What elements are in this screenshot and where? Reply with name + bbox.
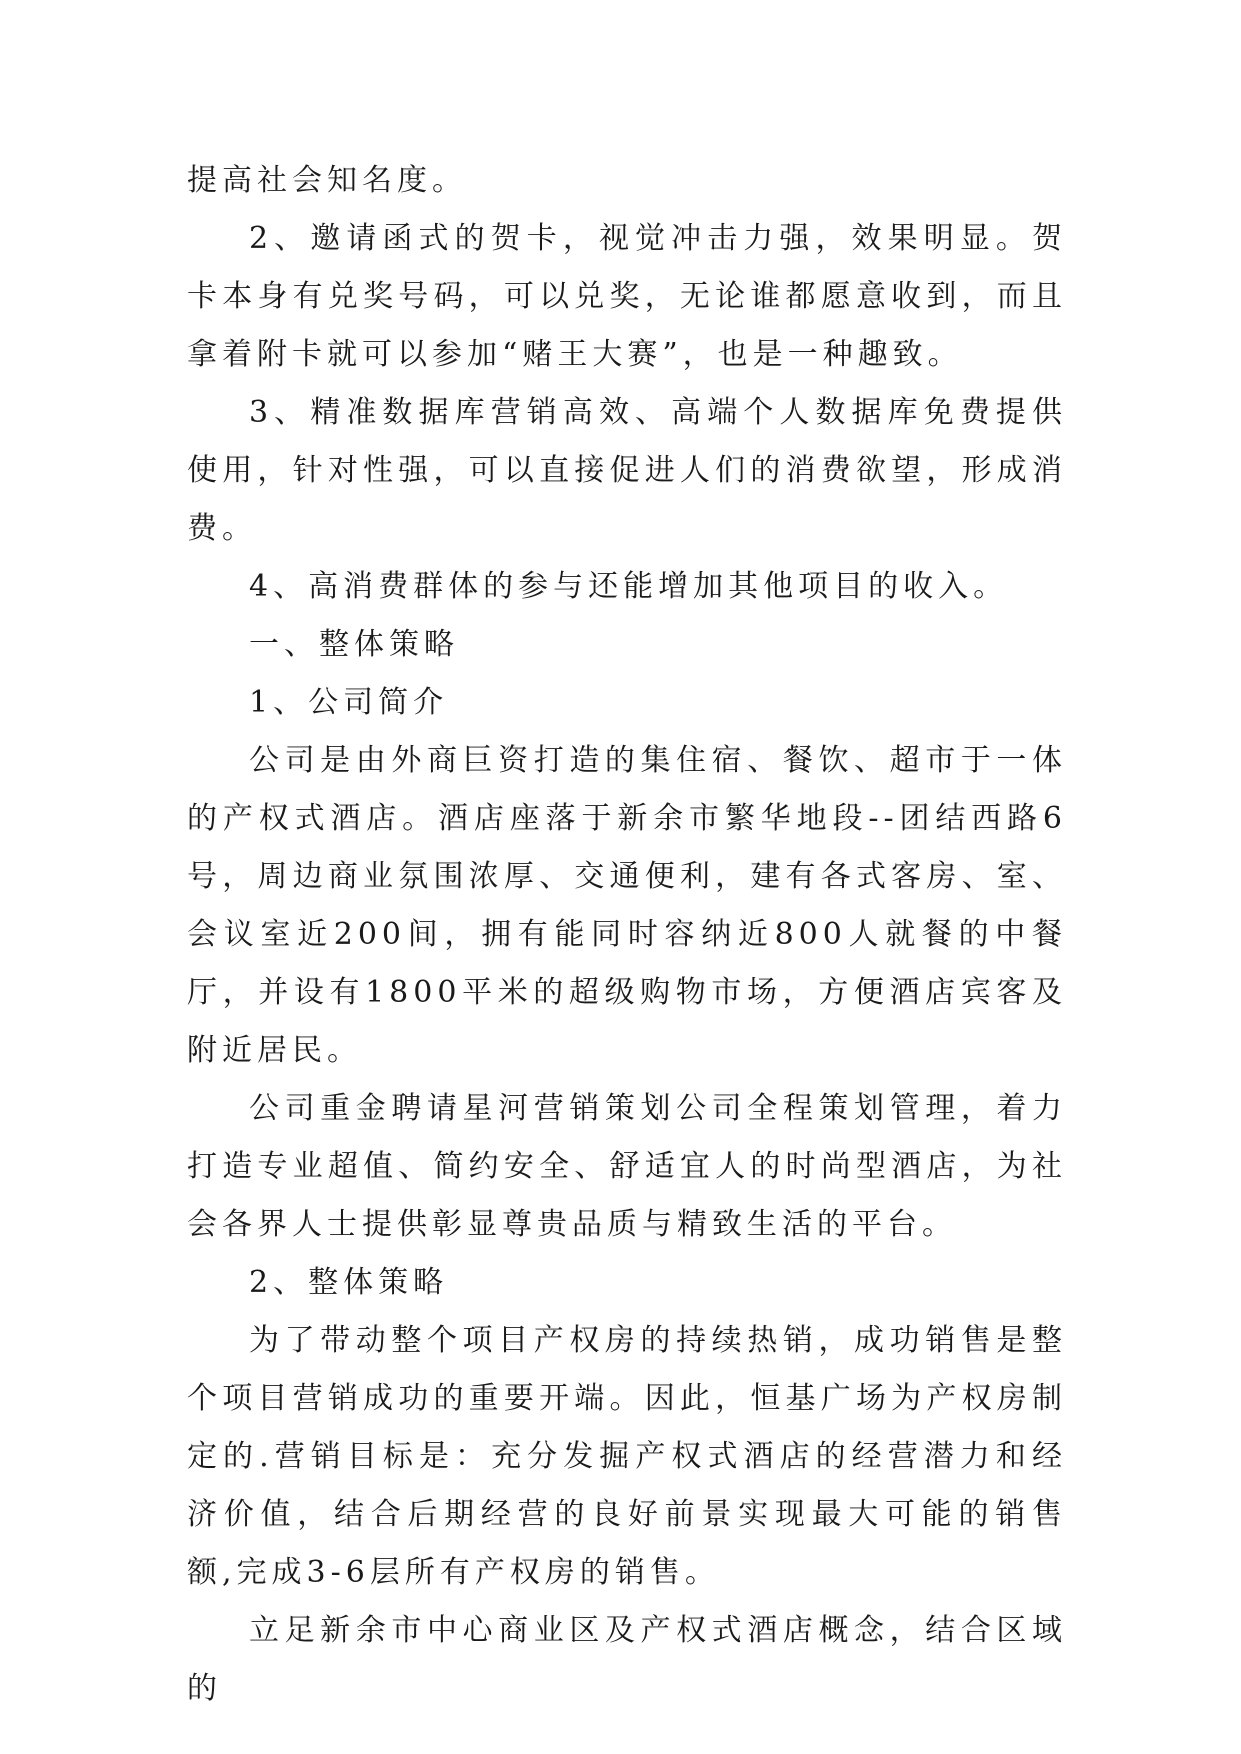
paragraph-strategy: 为了带动整个项目产权房的持续热销，成功销售是整个项目营销成功的重要开端。因此，恒基广场为产权房制定的.营销目标是：充分发掘产权式酒店的经营潜力和经济价值，结合后期经营的良好前景实现最大可能的销售额,完成3-6层所有产权房的销售。 [187, 1323, 1067, 1590]
subheading-overall-strategy: 2、整体策略 [249, 1265, 449, 1300]
paragraph-1: 提高社会知名度。 [187, 163, 467, 198]
subheading-company-intro: 1、公司简介 [249, 685, 449, 720]
paragraph-2: 2、邀请函式的贺卡，视觉冲击力强，效果明显。贺卡本身有兑奖号码，可以兑奖，无论谁都愿意收到，而且拿着附卡就可以参加“赌王大赛”，也是一种趣致。 [187, 221, 1067, 372]
paragraph-final: 立足新余市中心商业区及产权式酒店概念，结合区域的 [187, 1613, 1067, 1706]
paragraph-3: 3、精准数据库营销高效、高端个人数据库免费提供使用，针对性强，可以直接促进人们的消费欲望，形成消费。 [187, 395, 1067, 546]
document-body [187, 152, 1067, 1718]
paragraph-company-management: 公司重金聘请星河营销策划公司全程策划管理，着力打造专业超值、简约安全、舒适宜人的时尚型酒店，为社会各界人士提供彰显尊贵品质与精致生活的平台。 [187, 1091, 1067, 1242]
paragraph-company-intro: 公司是由外商巨资打造的集住宿、餐饮、超市于一体的产权式酒店。酒店座落于新余市繁华地段--团结西路6号，周边商业氛围浓厚、交通便利，建有各式客房、室、会议室近200间，拥有能同时容纳近800人就餐的中餐厅，并设有1800平米的超级购物市场，方便酒店宾客及附近居民。 [187, 743, 1067, 1068]
section-heading-overall-strategy: 一、整体策略 [249, 627, 459, 662]
paragraph-4: 4、高消费群体的参与还能增加其他项目的收入。 [249, 569, 1009, 604]
